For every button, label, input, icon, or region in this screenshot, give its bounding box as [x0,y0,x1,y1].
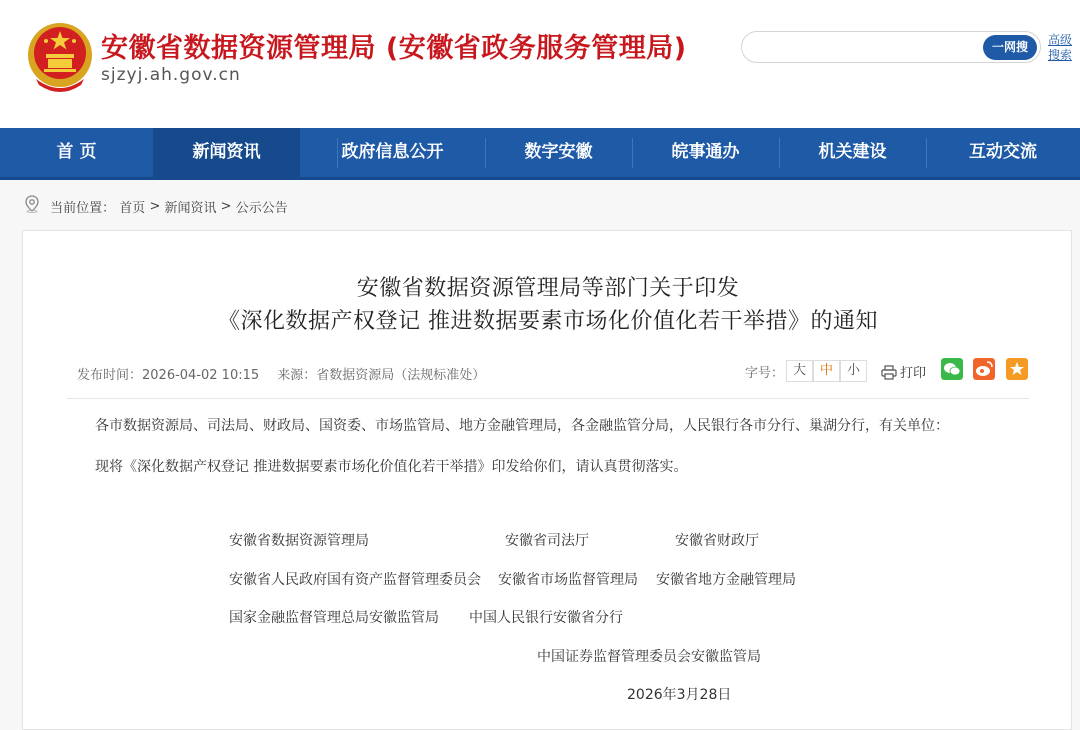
main-nav [0,128,1080,180]
site-title: 安徽省数据资源管理局 (安徽省政务服务管理局) [101,33,687,64]
nav-item-gov-info[interactable]: 政府信息公开 [341,142,444,162]
breadcrumb-news[interactable]: 新闻资讯 [164,201,217,216]
signatory: 安徽省数据资源管理局 [229,533,369,549]
article-paragraph: 各市数据资源局、司法局、财政局、国资委、市场监管局、地方金融管理局，各金融监管分局，人民银行各市分行、巢湖分行，有关单位： [95,418,949,434]
article-meta [77,364,499,383]
signatory: 安徽省司法厅 [505,533,589,549]
weibo-icon[interactable] [973,358,995,380]
signatory: 安徽省人民政府国有资产监督管理委员会 [229,572,481,588]
article-title-line2: 《深化数据产权登记 推进数据要素市场化价值化若干举措》的通知 [218,309,878,334]
nav-item-organ-building[interactable]: 机关建设 [818,142,887,162]
breadcrumb-separator: > [149,199,161,214]
search-input[interactable] [754,36,974,58]
print-label: 打印 [900,366,927,381]
article-title-line1: 安徽省数据资源管理局等部门关于印发 [356,276,740,301]
print-button[interactable] [881,362,926,381]
signatory: 安徽省地方金融管理局 [656,572,796,588]
breadcrumb [24,195,288,215]
breadcrumb-separator: > [220,199,232,214]
font-size-small-button[interactable]: 小 [840,360,867,382]
signatory: 安徽省财政厅 [675,533,759,549]
nav-item-interaction[interactable]: 互动交流 [969,142,1037,162]
article-source: 来源：省数据资源局（法规标准处） [277,368,486,383]
nav-item-news[interactable]: 新闻资讯 [153,128,300,177]
signatory: 国家金融监督管理总局安徽监管局 [229,610,439,626]
wechat-icon[interactable] [941,358,963,380]
publish-time: 发布时间：2026-04-02 10:15 [77,368,260,383]
font-size-medium-button[interactable]: 中 [813,360,840,382]
advanced-search-link[interactable]: 高级搜索 [1048,33,1073,62]
signatory: 中国人民银行安徽省分行 [469,610,623,626]
site-domain: sjzyj.ah.gov.cn [101,65,241,85]
article-paragraph: 现将《深化数据产权登记 推进数据要素市场化价值化若干举措》印发给你们，请认真贯彻落实。 [95,459,688,475]
nav-item-digital-anhui[interactable]: 数字安徽 [524,142,593,162]
font-size-label: 字号： [745,366,785,381]
article-card [22,230,1072,730]
site-header [0,0,1080,128]
signatory: 中国证券监督管理委员会安徽监管局 [537,649,761,665]
location-pin-icon [24,195,40,213]
meta-divider [67,398,1029,399]
search-button[interactable]: 一网搜 [983,35,1037,60]
breadcrumb-announcements[interactable]: 公示公告 [235,201,288,216]
printer-icon [881,365,897,380]
nav-item-wanshitong[interactable]: 皖事通办 [671,142,740,162]
font-size-large-button[interactable]: 大 [786,360,813,382]
breadcrumb-prefix: 当前位置： [50,201,116,216]
signatory: 安徽省市场监督管理局 [498,572,638,588]
national-emblem-icon [26,21,94,93]
favorite-star-icon[interactable] [1006,358,1028,380]
document-date: 2026年3月28日 [627,687,732,703]
nav-item-home[interactable]: 首 页 [56,142,97,162]
breadcrumb-home[interactable]: 首页 [119,201,146,216]
